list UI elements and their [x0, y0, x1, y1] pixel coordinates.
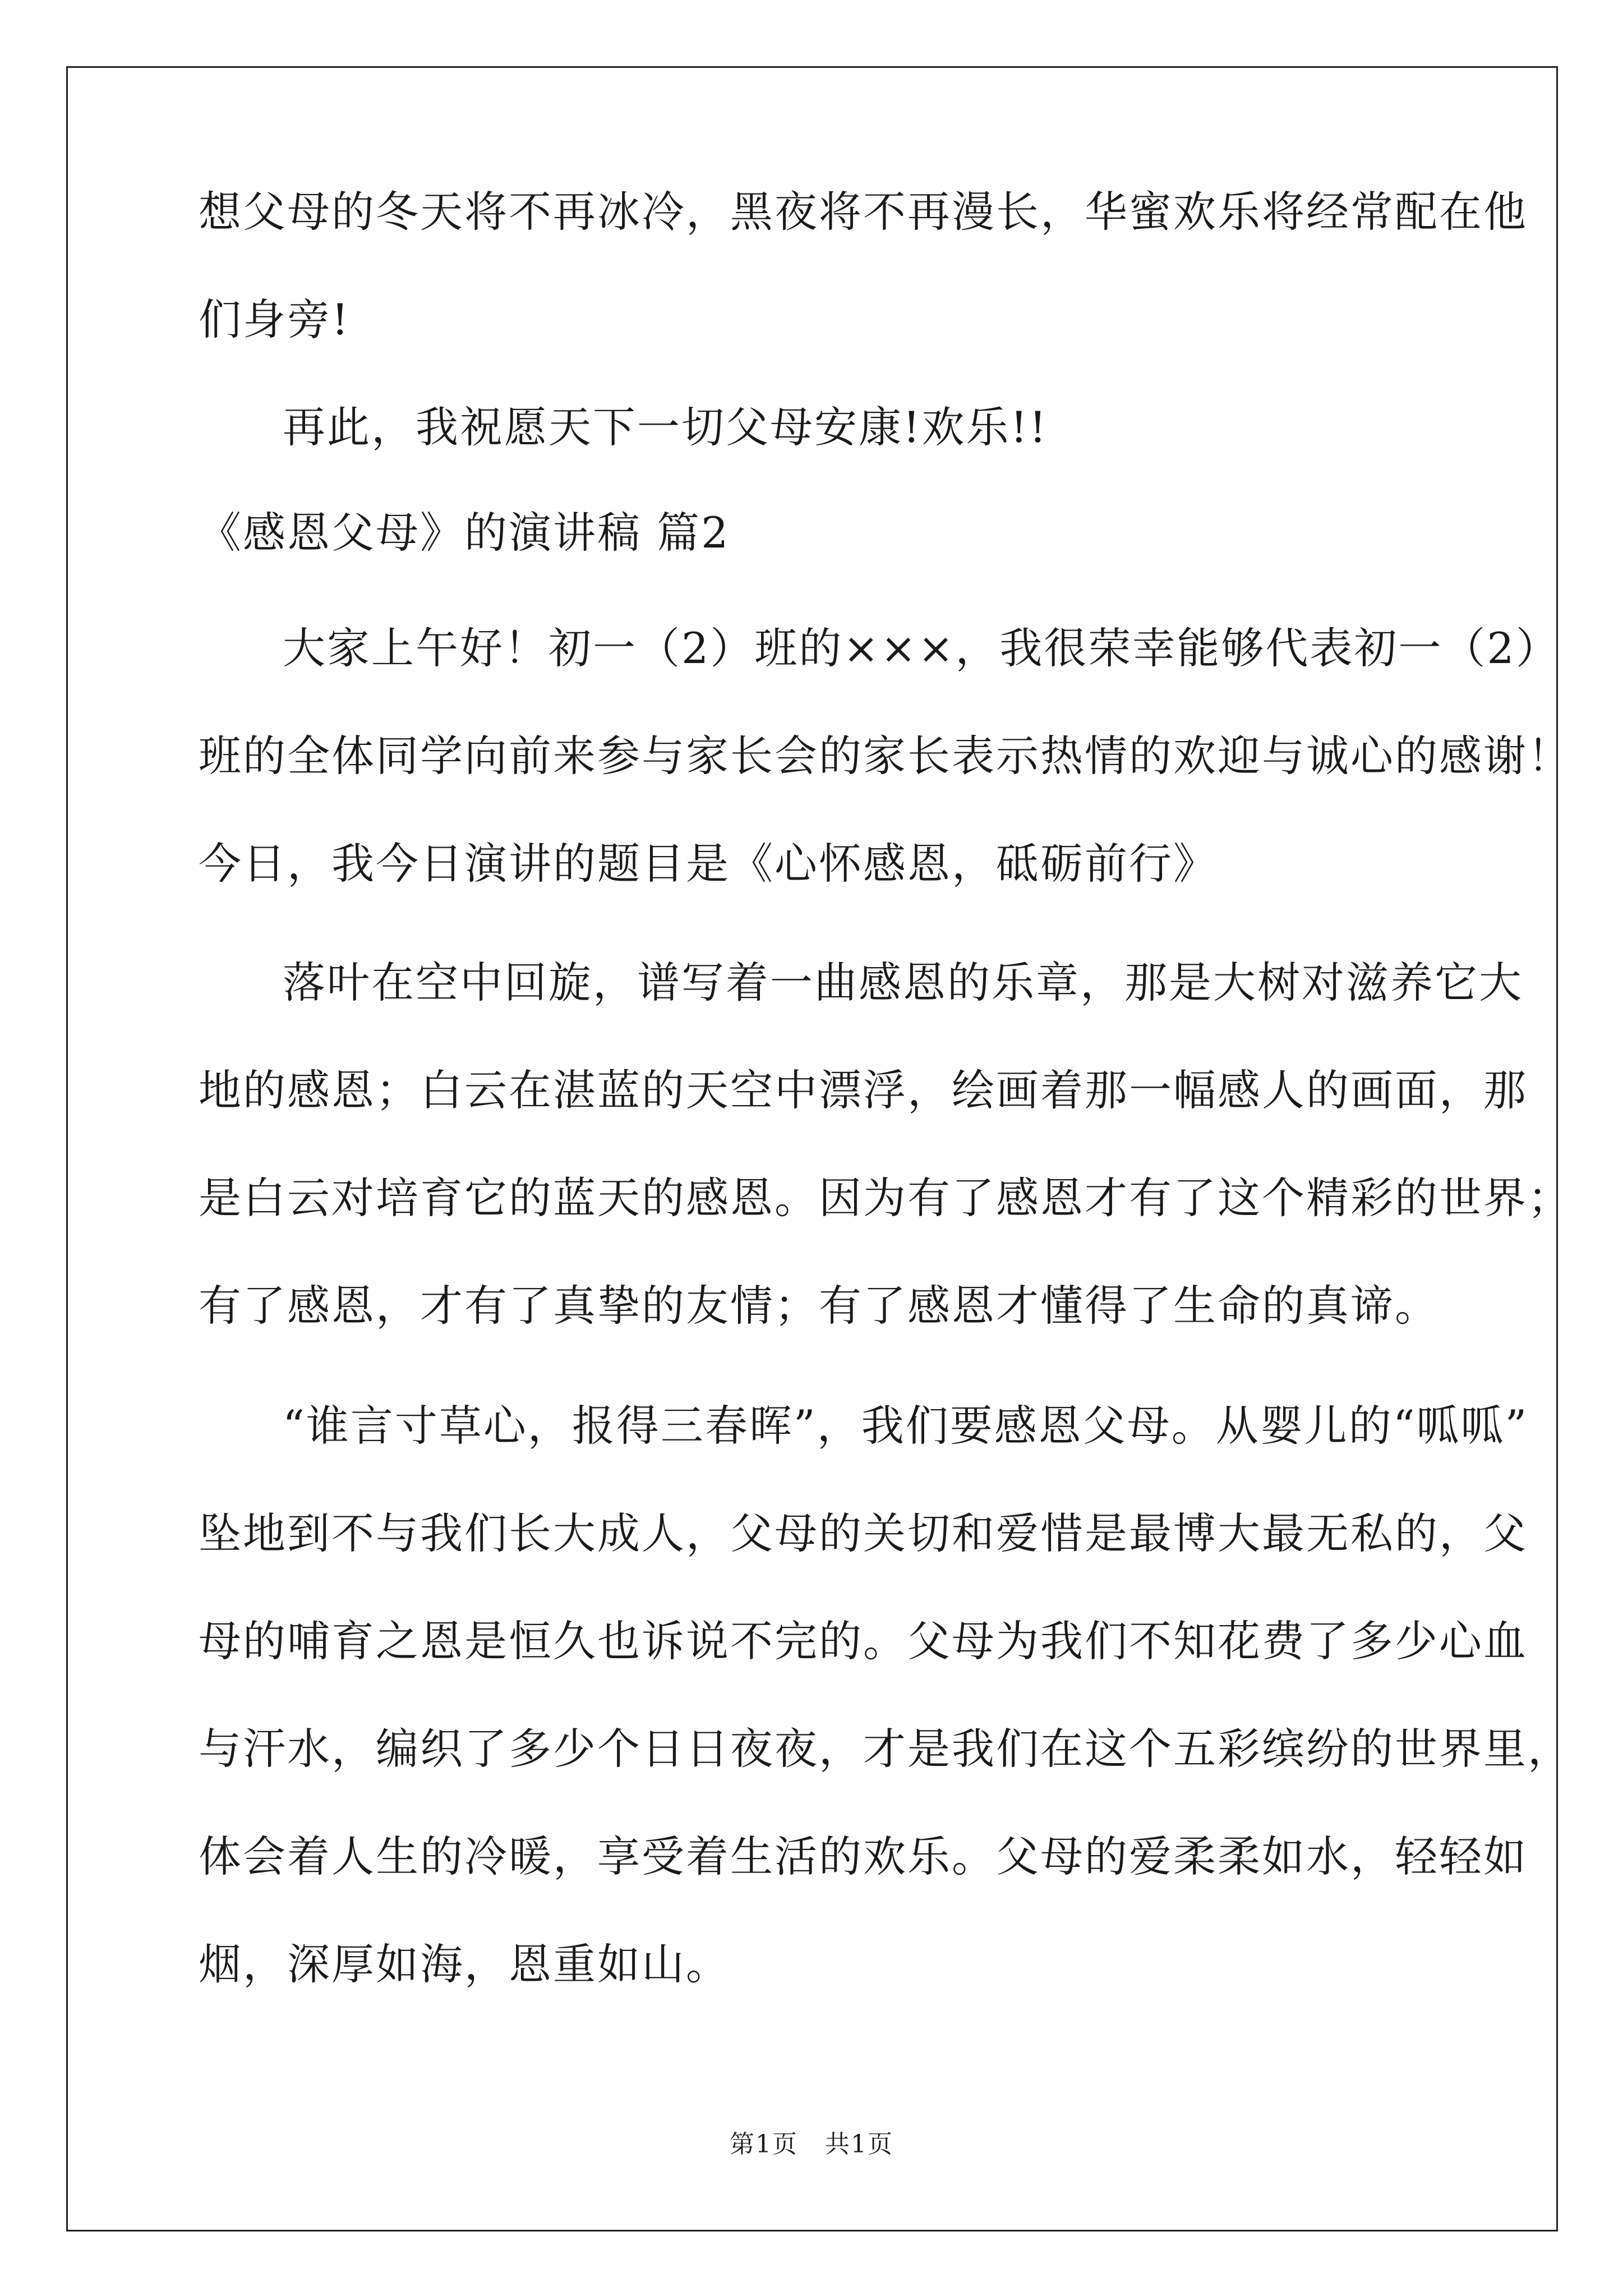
text-line: 坠地到不与我们长大成人，父母的关切和爱惜是最博大最无私的，父 — [199, 1508, 1528, 1558]
text-line: 再此，我祝愿天下一切父母安康!欢乐!! — [283, 402, 1048, 452]
text-line: 有了感恩，才有了真挚的友情；有了感恩才懂得了生命的真谛。 — [199, 1281, 1439, 1331]
text-line: 大家上午好！初一（2）班的×××，我很荣幸能够代表初一（2） — [283, 623, 1560, 673]
text-line: 班的全体同学向前来参与家长会的家长表示热情的欢迎与诚心的感谢！ — [199, 731, 1572, 781]
text-line: 想父母的冬天将不再冰冷，黑夜将不再漫长，华蜜欢乐将经常配在他 — [199, 187, 1528, 237]
text-line: 今日，我今日演讲的题目是《心怀感恩，砥砺前行》 — [199, 839, 1218, 889]
text-line: 落叶在空中回旋，谱写着一曲感恩的乐章，那是大树对滋养它大 — [283, 958, 1523, 1007]
text-line: 体会着人生的冷暖，享受着生活的欢乐。父母的爱柔柔如水，轻轻如 — [199, 1832, 1528, 1881]
text-line: 地的感恩；白云在湛蓝的天空中漂浮，绘画着那一幅感人的画面，那 — [199, 1065, 1528, 1115]
text-line: 是白云对培育它的蓝天的感恩。因为有了感恩才有了这个精彩的世界； — [199, 1173, 1572, 1223]
page-footer: 第1页 共1页 — [730, 2130, 893, 2159]
text-line: 与汗水，编织了多少个日日夜夜，才是我们在这个五彩缤纷的世界里， — [199, 1724, 1572, 1774]
text-line: 们身旁! — [199, 295, 351, 344]
text-line: “谁言寸草心，报得三春晖”，我们要感恩父母。从婴儿的“呱呱” — [283, 1401, 1529, 1451]
text-line: 母的哺育之恩是恒久也诉说不完的。父母为我们不知花费了多少心血 — [199, 1616, 1528, 1666]
page-frame — [66, 66, 1558, 2231]
section-heading: 《感恩父母》的演讲稿 篇2 — [199, 508, 730, 558]
text-line: 烟，深厚如海，恩重如山。 — [199, 1939, 730, 1989]
